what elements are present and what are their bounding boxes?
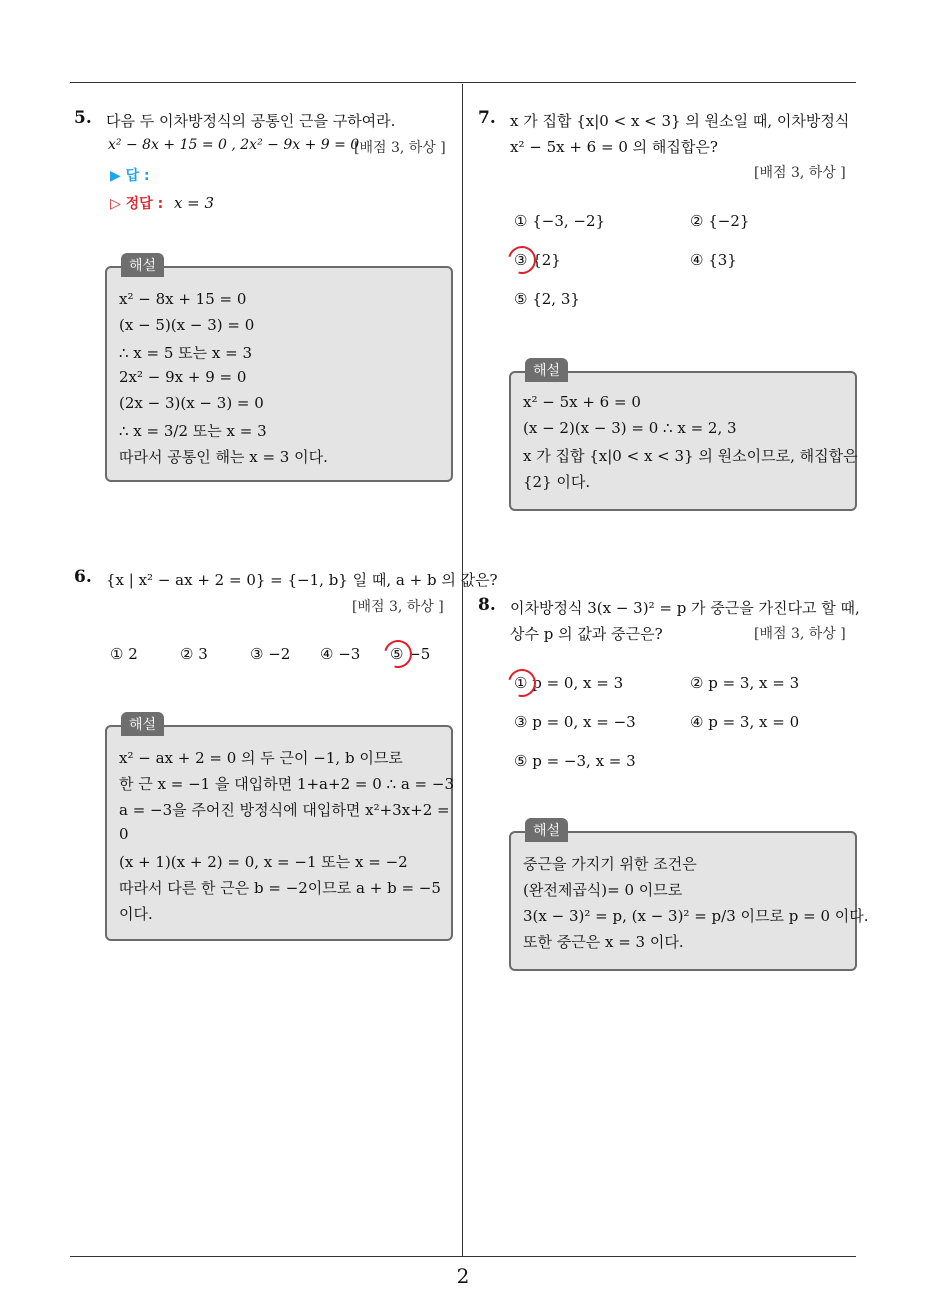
solution-line: (완전제곱식)= 0 이므로: [523, 881, 683, 899]
correct-answer: [110, 193, 214, 213]
solution-line: (x − 2)(x − 3) = 0 ∴ x = 2, 3: [523, 419, 737, 437]
solution-box: [105, 717, 454, 941]
question-number: 5.: [74, 108, 92, 128]
solution-line: x 가 집합 {x|0 < x < 3} 의 원소이므로, 해집합은: [523, 447, 858, 465]
solution-box: [509, 363, 858, 511]
correct-value: x = 3: [173, 194, 215, 212]
bottom-rule: [70, 1256, 856, 1257]
option-2[interactable]: ② p = 3, x = 3: [690, 674, 800, 692]
solution-line: 따라서 다른 한 근은 b = −2이므로 a + b = −5: [119, 879, 441, 897]
solution-line: ∴ x = 5 또는 x = 3: [119, 344, 253, 362]
option-4[interactable]: ④ p = 3, x = 0: [690, 713, 800, 731]
solution-line: 0: [119, 825, 129, 843]
selected-circle-icon: [379, 635, 417, 673]
solution-tag: 해설: [525, 818, 568, 842]
solution-tag: 해설: [121, 712, 164, 736]
solution-line: 중근을 가지기 위한 조건은: [523, 855, 697, 873]
column-divider: [462, 84, 463, 1256]
solution-line: 따라서 공통인 해는 x = 3 이다.: [119, 448, 328, 466]
solution-line: x² − 8x + 15 = 0: [119, 290, 247, 308]
question-text-line-1: 이차방정식 3(x − 3)² = p 가 중근을 가진다고 할 때,: [510, 599, 860, 617]
option-5[interactable]: ⑤ p = −3, x = 3: [514, 752, 636, 770]
question-text-line-2: 상수 p 의 값과 중근은?: [510, 625, 663, 643]
option-2[interactable]: ② {−2}: [690, 212, 750, 230]
solution-line: 2x² − 9x + 9 = 0: [119, 368, 247, 386]
solution-line: 3(x − 3)² = p, (x − 3)² = p/3 이므로 p = 0 이다.: [523, 907, 869, 925]
question-text: {x | x² − ax + 2 = 0} = {−1, b} 일 때, a + b 의 값은?: [106, 571, 498, 589]
option-1[interactable]: ① {−3, −2}: [514, 212, 606, 230]
score-meta: [배점 3, 하상 ]: [754, 626, 846, 642]
option-3[interactable]: ③ −2: [250, 645, 291, 663]
solution-line: 이다.: [119, 905, 153, 923]
question-text-line-2: x² − 5x + 6 = 0 의 해집합은?: [510, 138, 718, 156]
solution-line: (2x − 3)(x − 3) = 0: [119, 394, 264, 412]
question-number: 8.: [478, 595, 496, 615]
option-5[interactable]: ⑤ −5: [390, 645, 431, 663]
option-1[interactable]: ① 2: [110, 645, 138, 663]
correct-label: ▷ 정답 :: [110, 196, 164, 212]
solution-line: ∴ x = 3/2 또는 x = 3: [119, 422, 267, 440]
solution-tag: 해설: [525, 358, 568, 382]
solution-line: {2} 이다.: [523, 473, 591, 491]
page-number: 2: [456, 1264, 470, 1288]
selected-circle-icon: [503, 664, 541, 702]
score-meta: [배점 3, 하상 ]: [352, 599, 444, 615]
question-equation: x² − 8x + 15 = 0 , 2x² − 9x + 9 = 0: [108, 137, 360, 153]
question-text: 다음 두 이차방정식의 공통인 근을 구하여라.: [106, 112, 396, 130]
solution-box: [509, 823, 869, 971]
score-meta: [배점 3, 하상 ]: [354, 140, 446, 156]
top-rule: [70, 82, 856, 83]
solution-line: x² − ax + 2 = 0 의 두 근이 −1, b 이므로: [119, 749, 403, 767]
answer-label: ▶ 답 :: [110, 168, 150, 184]
solution-line: 한 근 x = −1 을 대입하면 1+a+2 = 0 ∴ a = −3: [119, 775, 454, 793]
solution-line: (x + 1)(x + 2) = 0, x = −1 또는 x = −2: [119, 853, 408, 871]
option-3[interactable]: ③ p = 0, x = −3: [514, 713, 636, 731]
solution-line: a = −3을 주어진 방정식에 대입하면 x²+3x+2 =: [119, 801, 450, 819]
question-number: 7.: [478, 108, 496, 128]
solution-line: (x − 5)(x − 3) = 0: [119, 316, 255, 334]
solution-line: 또한 중근은 x = 3 이다.: [523, 933, 684, 951]
option-5[interactable]: ⑤ {2, 3}: [514, 290, 580, 308]
solution-tag: 해설: [121, 253, 164, 277]
option-3[interactable]: ③ {2}: [514, 251, 561, 269]
solution-box: [105, 258, 453, 482]
option-1[interactable]: ① p = 0, x = 3: [514, 674, 624, 692]
question-text-line-1: x 가 집합 {x|0 < x < 3} 의 원소일 때, 이차방정식: [510, 112, 850, 130]
score-meta: [배점 3, 하상 ]: [754, 165, 846, 181]
solution-line: x² − 5x + 6 = 0: [523, 393, 641, 411]
option-4[interactable]: ④ {3}: [690, 251, 737, 269]
option-2[interactable]: ② 3: [180, 645, 208, 663]
option-4[interactable]: ④ −3: [320, 645, 361, 663]
selected-circle-icon: [503, 241, 541, 279]
question-number: 6.: [74, 567, 92, 587]
